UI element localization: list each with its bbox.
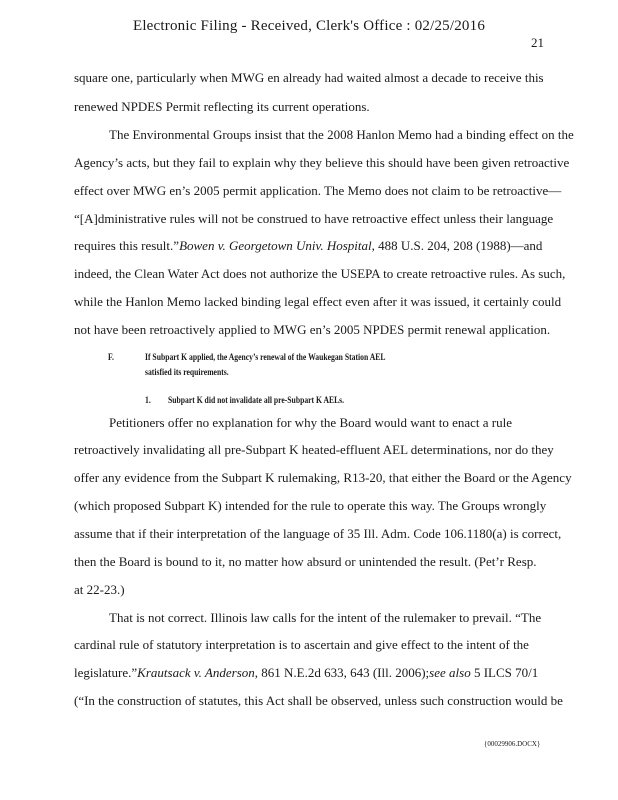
body-line-12: retroactively invalidating all pre-Subpart K heated-effluent AEL determinations, nor do they: [74, 442, 554, 457]
heading-1-text: Subpart K did not invalidate all pre-Subpart K AELs.: [168, 395, 345, 405]
citation-reporter: , 488 U.S. 204, 208 (1988)—and: [371, 238, 543, 253]
page-number: 21: [531, 35, 544, 50]
body-line-17: at 22-23.): [74, 582, 125, 597]
body-line-11: Petitioners offer no explanation for why the Board would want to enact a rule: [109, 415, 513, 430]
heading-f-line2: satisfied its requirements.: [145, 367, 229, 377]
body-line-7: [74, 238, 542, 254]
body-line-14: (which proposed Subpart K) intended for the rule to operate this way. The Groups wrongly: [74, 498, 547, 513]
quote-end-2: legislature.”: [74, 665, 138, 680]
body-line-1: square one, particularly when MWG en already had waited almost a decade to receive this: [74, 70, 544, 85]
body-line-8: indeed, the Clean Water Act does not authorize the USEPA to create retroactive rules. As such,: [74, 266, 566, 281]
case-citation-krautsack: Krautsack v. Anderson: [137, 665, 255, 680]
heading-f-letter: F.: [108, 352, 114, 362]
body-line-19: cardinal rule of statutory interpretation is to ascertain and give effect to the intent of the: [74, 637, 529, 652]
body-line-15: assume that if their interpretation of the language of 35 Ill. Adm. Code 106.1180(a) is correct,: [74, 526, 562, 541]
body-line-3: The Environmental Groups insist that the 2008 Hanlon Memo had a binding effect on the: [109, 127, 574, 142]
body-line-5: effect over MWG en’s 2005 permit application. The Memo does not claim to be retroactive—: [74, 183, 562, 198]
body-line-13: offer any evidence from the Subpart K rulemaking, R13-20, that either the Board or the Agency: [74, 470, 572, 485]
body-line-16: then the Board is bound to it, no matter how absurd or unintended the result. (Pet’r Resp.: [74, 554, 537, 569]
signal-see-also: see also: [429, 665, 471, 680]
filing-stamp: Electronic Filing - Received, Clerk's Office : 02/25/2016: [132, 18, 486, 34]
document-code: {00029906.DOCX}: [484, 740, 541, 748]
heading-1-number: 1.: [145, 395, 151, 405]
statute-citation: 5 ILCS 70/1: [470, 665, 539, 680]
body-line-9: while the Hanlon Memo lacked binding legal effect even after it was issued, it certainly could: [74, 294, 562, 309]
body-line-21: (“In the construction of statutes, this Act shall be observed, unless such construction would be: [74, 693, 563, 708]
body-line-4: Agency’s acts, but they fail to explain why they believe this should have been given retroactive: [74, 155, 570, 170]
body-line-6: “[A]dministrative rules will not be construed to have retroactive effect unless their language: [74, 211, 554, 226]
heading-f-line1: If Subpart K applied, the Agency’s renewal of the Waukegan Station AEL: [145, 352, 386, 362]
body-line-2: renewed NPDES Permit reflecting its current operations.: [74, 99, 370, 114]
case-citation-bowen: Bowen v. Georgetown Univ. Hospital: [179, 238, 372, 253]
body-line-18: That is not correct. Illinois law calls for the intent of the rulemaker to prevail. “The: [109, 610, 542, 625]
body-line-20: [74, 665, 538, 681]
body-line-10: not have been retroactively applied to MWG en’s 2005 NPDES permit renewal application.: [74, 322, 551, 337]
quote-end: requires this result.”: [74, 238, 180, 253]
citation-reporter-2: , 861 N.E.2d 633, 643 (Ill. 2006);: [254, 665, 430, 680]
